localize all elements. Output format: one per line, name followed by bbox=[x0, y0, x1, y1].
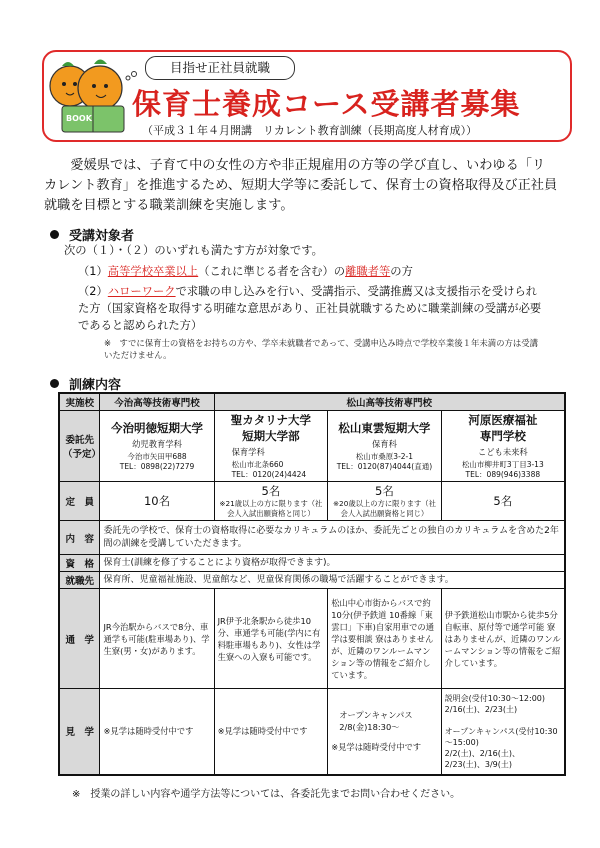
visit-cell bbox=[328, 689, 441, 775]
school-dept: 保育学科 bbox=[231, 447, 265, 457]
item-1-highlight-education: 高等学校卒業以上 bbox=[107, 265, 199, 278]
school-address: 今治市矢田甲688 bbox=[127, 452, 187, 461]
label-contractor: 委託先 （予定） bbox=[59, 411, 100, 482]
content-text: 委託先の学校で、保育士の資格取得に必要なカリキュラムのほか、委託先ごとの独自のカリキュラムを含めた2年間の訓練を受講していただきます。 bbox=[100, 521, 565, 555]
capacity-value: 5名 bbox=[261, 484, 281, 498]
capacity-value: 5名 bbox=[375, 484, 394, 498]
eligibility-note: ※ すでに保育士の資格をお持ちの方や、学卒未就職者であって、受講申込み時点で学校卒業後１年未満の方は受講いただけません。 bbox=[104, 338, 538, 360]
label-qualification: 資 格 bbox=[59, 555, 100, 572]
bullet-icon bbox=[50, 379, 59, 388]
school-name: 聖カタリナ大学 短期大学部 bbox=[230, 413, 312, 443]
commute-text: 伊予鉄道松山市駅から徒歩5分 自転車、原付等で通学可能 寮はありませんが、近隣のワンルームマンション等の情報をご紹介しています。 bbox=[441, 589, 565, 689]
visit-event: オープンキャンパス 2/8(金)18:30～ bbox=[339, 710, 413, 733]
visit-text: 説明会(受付10:30～12:00) 2/16(土)、2/23(土) オープンキャンパス(受付10:30～15:00) 2/2(土)、2/16(土)、 2/23(土)、3/9(土) bbox=[441, 689, 565, 775]
item-2-highlight-hellowork: ハローワーク bbox=[107, 285, 176, 298]
table-row-venue bbox=[59, 393, 565, 411]
school-name: 松山東雲短期大学 bbox=[338, 421, 431, 435]
table-row-commute bbox=[59, 589, 565, 689]
school-cell bbox=[214, 411, 328, 482]
eligibility-item-2 bbox=[78, 283, 548, 334]
school-dept: 保育科 bbox=[371, 439, 397, 449]
school-dept: 幼児教育学科 bbox=[132, 439, 182, 449]
mascot-illustration bbox=[42, 48, 137, 147]
commute-text: JR伊予北条駅から徒歩10分、車通学も可能(学内に有料駐車場もあり)、女性は学生寮への入寮も可能です。 bbox=[214, 589, 328, 689]
table-row-capacity bbox=[59, 482, 565, 521]
bullet-icon bbox=[50, 230, 59, 239]
capacity-note: ※20歳以上の方に限ります（社会人入試出願資格と同じ） bbox=[332, 499, 436, 518]
intro-paragraph: 愛媛県では、子育て中の女性の方や非正規雇用の方等の学び直し、いわゆる「リカレント教育」を推進するため、短期大学等に委託して、保育士の資格取得及び正社員就職を目標とする職業訓練を実施します。 bbox=[44, 158, 558, 213]
training-section-title bbox=[50, 374, 121, 393]
employment-text: 保育所、児童福祉施設、児童館など、児童保育関係の職場で活躍することができます。 bbox=[100, 572, 565, 589]
footer-note: ※ 授業の詳しい内容や通学方法等については、各委託先までお問い合わせください。 bbox=[72, 789, 461, 800]
school-cell bbox=[441, 411, 565, 482]
training-title-text: 訓練内容 bbox=[69, 378, 122, 393]
venue-imabari: 今治高等技術専門校 bbox=[100, 393, 214, 411]
school-dept: こども未来科 bbox=[477, 447, 528, 457]
mascot-book-label: BOOK bbox=[66, 114, 92, 123]
school-address: 松山市柳井町3丁目3-13 bbox=[461, 460, 544, 469]
school-tel: TEL：0120(24)4424 bbox=[231, 470, 307, 479]
page-subtitle: （平成３１年４月開講 リカレント教育訓練（長期高度人材育成）） bbox=[142, 124, 478, 137]
label-commute: 通 学 bbox=[59, 589, 100, 689]
item-1-end: の方 bbox=[390, 265, 413, 278]
school-cell bbox=[328, 411, 441, 482]
visit-text: ※見学は随時受付中です bbox=[331, 742, 422, 753]
capacity-cell bbox=[328, 482, 441, 521]
venue-matsuyama: 松山高等技術専門校 bbox=[214, 393, 565, 411]
table-row-contractor bbox=[59, 411, 565, 482]
table-row-qualification bbox=[59, 555, 565, 572]
course-table bbox=[58, 392, 566, 776]
item-1-highlight-unemployed: 離職者等 bbox=[345, 265, 391, 278]
table-row-employment bbox=[59, 572, 565, 589]
page-title: 保育士養成コース受講者募集 bbox=[132, 87, 521, 121]
school-cell bbox=[100, 411, 214, 482]
visit-text: ※見学は随時受付中です bbox=[214, 689, 328, 775]
label-capacity: 定 員 bbox=[59, 482, 100, 521]
capacity-note: ※21歳以上の方に限ります（社会人入試出願資格と同じ） bbox=[219, 499, 323, 518]
school-name: 今治明徳短期大学 bbox=[111, 421, 204, 435]
eligibility-title-text: 受講対象者 bbox=[69, 229, 135, 244]
school-tel: TEL：0120(87)4044(直通) bbox=[336, 462, 433, 471]
capacity-cell bbox=[214, 482, 328, 521]
school-tel: TEL：089(946)3388 bbox=[465, 470, 541, 479]
item-2-text: で求職の申し込みを行い、受講指示、受講推薦又は支援指示を受けられた方（国家資格を取得する明確な意思があり、正社員就職するために職業訓練の受講が必要であると認められた方） bbox=[78, 285, 542, 332]
label-visit: 見 学 bbox=[59, 689, 100, 775]
table-row-content bbox=[59, 521, 565, 555]
qualification-text: 保育士(訓練を修了することにより資格が取得できます)。 bbox=[100, 555, 565, 572]
commute-text: JR今治駅からバスで8分、車通学も可能(駐車場あり)、学生寮(男・女)があります。 bbox=[100, 589, 214, 689]
header-badge: 目指せ正社員就職 bbox=[145, 56, 295, 80]
school-address: 松山市北条660 bbox=[231, 460, 284, 469]
label-employment: 就職先 bbox=[59, 572, 100, 589]
item-1-number: （1） bbox=[78, 265, 108, 278]
eligibility-item-1 bbox=[78, 263, 413, 280]
school-address: 松山市桑原3-2-1 bbox=[355, 452, 414, 461]
school-tel: TEL：0898(22)7279 bbox=[119, 462, 195, 471]
label-venue: 実施校 bbox=[59, 393, 100, 411]
commute-text: 松山中心市街からバスで約10分(伊予鉄道 10番線「東雲口」下車)自家用車での通学は要相談 寮はありませんが、近隣のワンルームマンション等の情報をご紹介しています。 bbox=[328, 589, 441, 689]
label-content: 内 容 bbox=[59, 521, 100, 555]
table-row-visit bbox=[59, 689, 565, 775]
school-name: 河原医療福祉 専門学校 bbox=[468, 413, 538, 443]
eligibility-lead: 次の（１）・（２）のいずれも満たす方が対象です。 bbox=[64, 244, 323, 257]
visit-text: ※見学は随時受付中です bbox=[100, 689, 214, 775]
item-1-text: （これに準じる者を含む）の bbox=[198, 265, 346, 278]
capacity-value: 5名 bbox=[441, 482, 565, 521]
item-2-number: （2） bbox=[78, 285, 108, 298]
capacity-value: 10名 bbox=[100, 482, 214, 521]
